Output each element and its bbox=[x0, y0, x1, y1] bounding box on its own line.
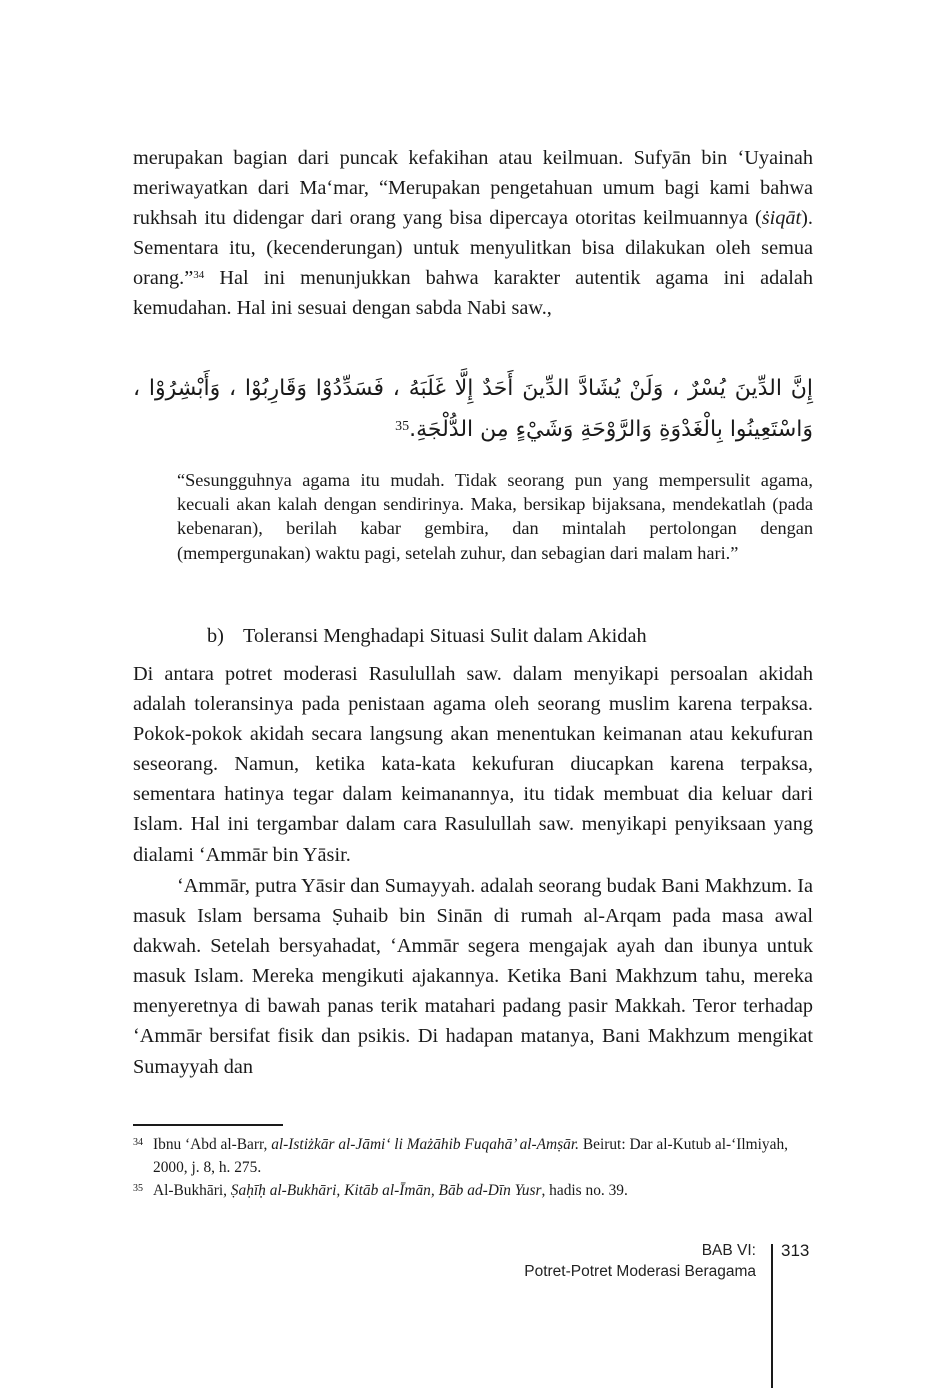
section-subheading bbox=[207, 621, 647, 651]
chapter-title: Potret-Potret Moderasi Beragama bbox=[524, 1263, 756, 1280]
footnote-number: 34 bbox=[133, 1137, 143, 1148]
body-paragraph-1: merupakan bagian dari puncak kefakihan atau keilmuan. Sufyān bin ‘Uyainah meriwayatkan dari Ma‘mar, “Merupakan pengetahuan umum bagi kami bahwa rukhsah itu didengar dari orang yang bisa dipercaya otoritas keilmuannya (ṡiqāt). Sementara itu, (kecenderungan) untuk menyulitkan bisa dilakukan oleh semua orang.”$^{34}$ Hal ini menunjukkan bahwa karakter autentik agama ini adalah kemudahan. Hal ini sesuai dengan sabda Nabi saw., bbox=[133, 147, 813, 320]
chapter-label: BAB VI: bbox=[701, 1242, 756, 1259]
footnote-citation-title: al-Istiżkār al-Jāmi‘ li Mażāhib Fuqahā’ al-Amṣār. bbox=[271, 1136, 579, 1153]
body-paragraph-2: Di antara potret moderasi Rasulullah saw. dalam menyikapi persoalan akidah adalah toleransinya pada penistaan agama oleh seorang muslim karena terpaksa. Pokok-pokok akidah secara langsung akan menentukan keimanan atau kekufuran seseorang. Namun, ketika kata-kata kekufuran diucapkan karena terpaksa, sementara hatinya tegar dalam keimanannya, itu tidak membuat dia keluar dari Islam. Hal ini tergambar dalam cara Rasulullah saw. menyikapi penyiksaan yang dialami ‘Ammār bin Yāsir. bbox=[133, 663, 813, 866]
footnote-34: 34 Ibnu ‘Abd al-Barr, al-Istiżkār al-Jāmi‘ li Mażāhib Fuqahā’ al-Amṣār. Beirut: Dar al-Kutub al-‘Ilmiyah, 2000, j. 8, h. 275. bbox=[133, 1133, 813, 1179]
body-paragraph-3: ‘Ammār, putra Yāsir dan Sumayyah. adalah seorang budak Bani Makhzum. Ia masuk Islam bersama Ṣuhaib bin Sinān di rumah al-Arqam pada masa awal dakwah. Setelah bersyahadat, ‘Ammār segera mengajak ayah dan ibunya untuk masuk Islam. Mereka mengikuti ajakannya. Ketika Bani Makhzum tahu, mereka menyeretnya di bawah panas terik matahari padang pasir Makkah. Teror terhadap ‘Ammār bersifat fisik dan psikis. Di hadapan matanya, Bani Makhzum mengikat Sumayyah dan bbox=[133, 875, 813, 1078]
footer-divider bbox=[771, 1244, 773, 1388]
term-siqat: ṡiqāt bbox=[761, 207, 802, 230]
hadith-arabic-text: إِنَّ الدِّينَ يُسْرٌ ، وَلَنْ يُشَادَّ الدِّينَ أَحَدٌ إِلَّا غَلَبَهُ ، فَسَدِّدُوْا وَقَارِبُوْا ، وَأَبْشِرُوْا ، وَاسْتَعِينُوا بِالْغَدْوَةِ وَالرَّوْحَةِ وَشَيْءٍ مِن الدُّلْجَةِ.$^{35}$ bbox=[133, 376, 813, 442]
footnote-number: 35 bbox=[133, 1183, 143, 1194]
footnote-separator bbox=[133, 1124, 283, 1126]
subheading-text: Toleransi Menghadapi Situasi Sulit dalam Akidah bbox=[243, 625, 647, 647]
hadith-translation: “Sesungguhnya agama itu mudah. Tidak seorang pun yang mempersulit agama, kecuali akan kalah dengan sendirinya. Maka, bersikap bijaksana, mendekatlah (pada kebenaran), berilah kabar gembira, dan mintalah pertolongan dengan (mempergunakan) waktu pagi, setelah zuhur, dan sebagian dari malam hari.” bbox=[177, 470, 813, 563]
footnote-ref-35[interactable]: 35 bbox=[395, 419, 410, 434]
footnote-ref-34[interactable]: 34 bbox=[193, 269, 205, 282]
subheading-marker: b) bbox=[207, 625, 224, 647]
footnote-citation-title: Ṣaḥīḥ al-Bukhāri, Kitāb al-Īmān, Bāb ad-Dīn Yusr bbox=[230, 1182, 542, 1199]
footnote-35: 35 Al-Bukhāri, Ṣaḥīḥ al-Bukhāri, Kitāb al-Īmān, Bāb ad-Dīn Yusr, hadis no. 39. bbox=[133, 1179, 813, 1202]
running-footer bbox=[524, 1240, 756, 1282]
page-number: 313 bbox=[781, 1241, 810, 1260]
